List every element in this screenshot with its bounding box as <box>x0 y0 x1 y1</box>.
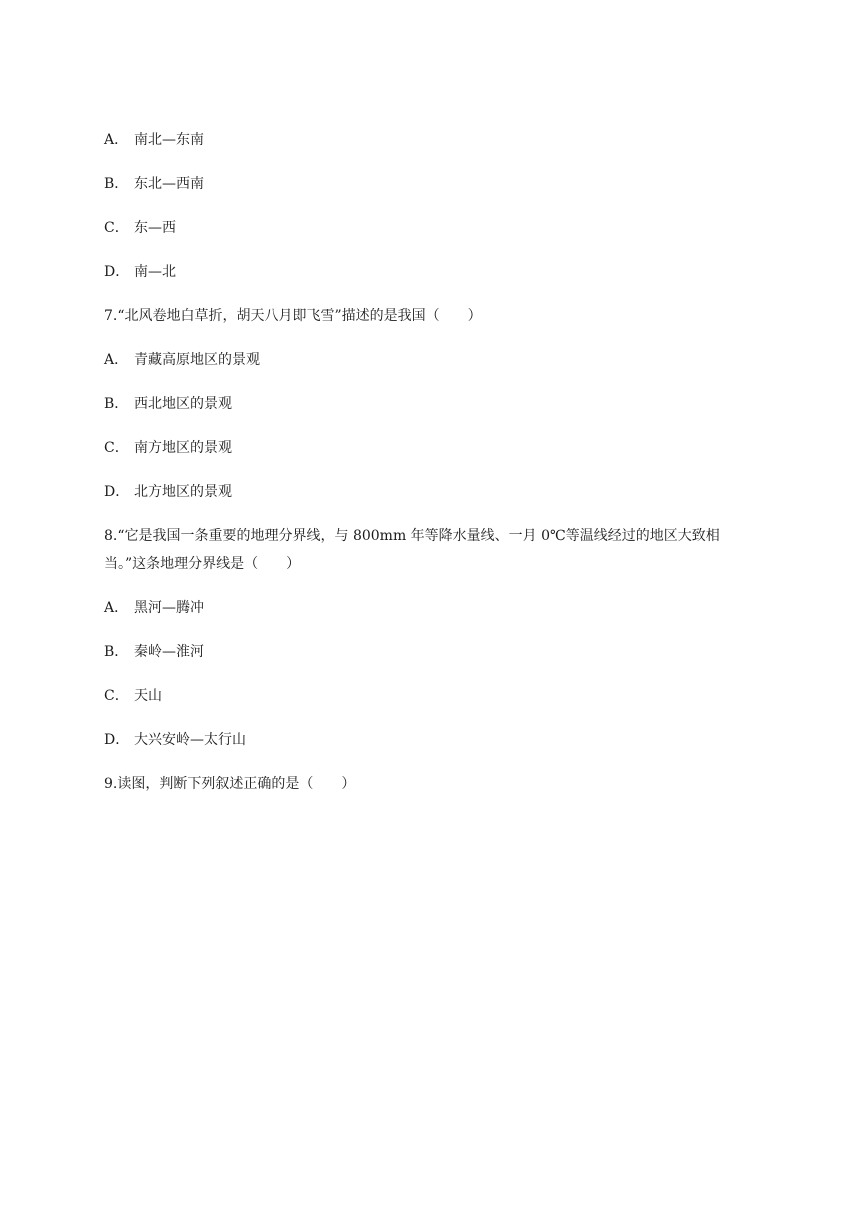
option-letter: B． <box>104 644 129 660</box>
q7-option-b <box>104 393 232 415</box>
option-letter: D． <box>104 264 130 280</box>
option-letter: C． <box>104 688 129 704</box>
q9-stem: 9.读图，判断下列叙述正确的是（ ） <box>104 776 356 792</box>
option-text: 天山 <box>134 688 162 704</box>
option-text: 黑河—腾冲 <box>134 600 204 616</box>
q6-option-c <box>104 217 176 239</box>
q8-option-b <box>104 641 204 663</box>
option-text: 青藏高原地区的景观 <box>134 352 260 368</box>
option-text: 大兴安岭—太行山 <box>134 732 246 748</box>
q7-option-c <box>104 437 232 459</box>
q7-stem: 7.“北风卷地白草折，胡天八月即飞雪”描述的是我国（ ） <box>104 308 482 324</box>
option-letter: A． <box>104 352 129 368</box>
q8-stem-line1: 8.“它是我国一条重要的地理分界线，与 800mm 年等降水量线、一月 0℃等温线经过的地区大致相 <box>104 528 720 544</box>
option-letter: A． <box>104 132 129 148</box>
q7-option-d <box>104 481 232 503</box>
q8-option-c <box>104 685 162 707</box>
option-letter: D． <box>104 484 130 500</box>
q8-option-a <box>104 597 204 619</box>
q8-option-d <box>104 729 246 751</box>
option-text: 秦岭—淮河 <box>134 644 204 660</box>
option-text: 西北地区的景观 <box>134 396 232 412</box>
q6-option-a <box>104 129 204 151</box>
option-text: 南北—东南 <box>134 132 204 148</box>
q7-option-a <box>104 349 260 371</box>
option-letter: C． <box>104 440 129 456</box>
option-letter: A． <box>104 600 129 616</box>
option-letter: C． <box>104 220 129 236</box>
option-letter: B． <box>104 176 129 192</box>
q8-stem-line2: 当。”这条地理分界线是（ ） <box>104 556 301 572</box>
option-text: 东—西 <box>134 220 176 236</box>
option-letter: B． <box>104 396 129 412</box>
option-text: 东北—西南 <box>134 176 204 192</box>
option-text: 北方地区的景观 <box>134 484 232 500</box>
option-letter: D． <box>104 732 130 748</box>
option-text: 南方地区的景观 <box>134 440 232 456</box>
q6-option-b <box>104 173 204 195</box>
option-text: 南—北 <box>134 264 176 280</box>
q6-option-d <box>104 261 176 283</box>
